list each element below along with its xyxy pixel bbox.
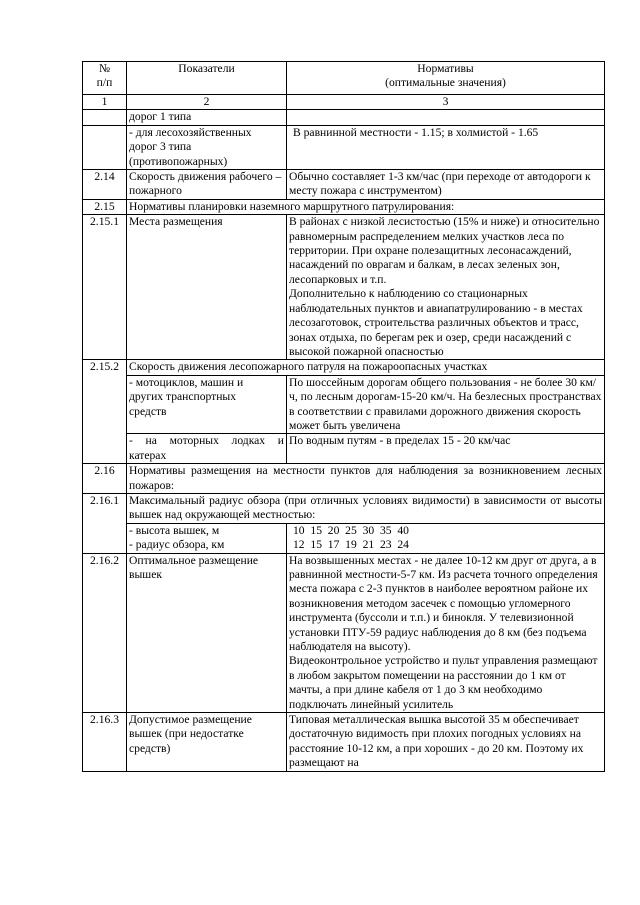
row-value-paragraph: Дополнительно к наблюдению со стационарных наблюдательных пунктов и авиапатрулированию - в местах лесозаготовок, строительства различных объектов и трасс, зонах отдыха, по берегам рек и озер, среди насаждений с высокой пожарной опасностью (289, 287, 583, 358)
row-value: Обычно составляет 1-3 км/час (при переходе от автодороги к месту пожара с инструментом) (287, 170, 605, 200)
row-value: По водным путям - в пределах 15 - 20 км/час (287, 434, 605, 464)
row-value: В равнинной местности - 1.15; в холмистой - 1.65 (287, 125, 605, 169)
header-number-symbol: № (98, 62, 111, 75)
table-row (83, 523, 605, 553)
row-label: - для лесохозяйственных дорог 3 типа (противопожарных) (127, 125, 287, 169)
row-number: 2.16 (83, 464, 127, 494)
section-title: Нормативы размещения на местности пунктов для наблюдения за возникновением лесных пожаров: (127, 464, 605, 494)
column-number-1: 1 (83, 95, 127, 110)
table-row (83, 713, 605, 772)
row-number: 2.15 (83, 199, 127, 214)
row-value (287, 553, 605, 712)
column-number-2: 2 (127, 95, 287, 110)
row-value (287, 523, 605, 553)
header-norms-title: Нормативы (417, 62, 474, 75)
table-row (83, 375, 605, 434)
table-row (83, 464, 605, 494)
header-indicators: Показатели (127, 62, 287, 95)
row-value-paragraph: Видеоконтрольное устройство и пульт управления размещают в любом закрытом помещении на расстоянии до 1 км от мачты, а при длине кабеля от 1 до 3 км необходимо подключать линейный усилитель (289, 654, 598, 711)
header-norms-subtitle: (оптимальные значения) (385, 76, 506, 90)
table-row (83, 434, 605, 464)
column-number-row (83, 95, 605, 110)
row-label: - на моторных лодках и катерах (127, 434, 287, 464)
tower-height-label: - высота вышек, м (129, 523, 220, 537)
table-row (83, 170, 605, 200)
norms-table (82, 61, 605, 772)
row-value-paragraph: В районах с низкой лесистостью (15% и ниже) и относительно равномерным распределением мелких участков леса по территории. При охране полезащитных лесонасаждений, насаждений по оврагам и балкам, в лесах зеленых зон, лесопарковых и т.п. (289, 215, 600, 286)
row-number (83, 125, 127, 169)
row-number: 2.15.2 (83, 360, 127, 464)
view-radius-values: 12 15 17 19 21 23 24 (293, 538, 409, 552)
section-title: Нормативы планировки наземного маршрутного патрулирования: (127, 199, 605, 214)
tower-height-values: 10 15 20 25 30 35 40 (293, 523, 409, 537)
row-value (287, 215, 605, 360)
row-number: 2.16.1 (83, 493, 127, 553)
section-title: Максимальный радиус обзора (при отличных условиях видимости) в зависимости от высоты вышек над окружающей местностью: (127, 493, 605, 523)
row-number: 2.16.2 (83, 553, 127, 712)
column-number-3: 3 (287, 95, 605, 110)
header-number (83, 62, 127, 95)
table-row (83, 360, 605, 375)
table-row (83, 110, 605, 125)
row-number: 2.16.3 (83, 713, 127, 772)
row-value-paragraph: На возвышенных местах - не далее 10-12 км друг от друга, а в равнинной местности-5-7 км. Из расчета точного определения места пожара с 2-3 пунктов в наиболее вероятном районе их возникновения методом засечек с помощью угломерного инструмента (буссоли и т.п.) и бинокля. У телевизионной установки ПТУ-59 радиус наблюдения до 8 км (без подъема наблюдателя на высоту). (289, 553, 598, 654)
row-label: дорог 1 типа (127, 110, 287, 125)
row-value: По шоссейным дорогам общего пользования - не более 30 км/ч, по лесным дорогам-15-20 км/ч. На безлесных пространствах в соответствии с правилами дорожного движения скорость может быть увеличена (287, 375, 605, 434)
table-row (83, 199, 605, 214)
table-row (83, 125, 605, 169)
row-number: 2.14 (83, 170, 127, 200)
header-norms (287, 62, 605, 95)
section-title: Скорость движения лесопожарного патруля на пожароопасных участках (127, 360, 605, 375)
row-label: Оптимальное размещение вышек (127, 553, 287, 712)
row-label: - мотоциклов, машин и других транспортных средств (127, 375, 287, 434)
table-row (83, 215, 605, 360)
row-number: 2.15.1 (83, 215, 127, 360)
table-row (83, 493, 605, 523)
header-number-abbr: п/п (96, 76, 113, 90)
document-page (82, 61, 604, 772)
row-label: Скорость движения рабочего – пожарного (127, 170, 287, 200)
row-label: Места размещения (127, 215, 287, 360)
table-header-row (83, 62, 605, 95)
table-row (83, 553, 605, 712)
row-label: Допустимое размещение вышек (при недостатке средств) (127, 713, 287, 772)
row-value (287, 110, 605, 125)
view-radius-label: - радиус обзора, км (129, 538, 225, 552)
row-number (83, 110, 127, 125)
row-label (127, 523, 287, 553)
row-value: Типовая металлическая вышка высотой 35 м обеспечивает достаточную видимость при плохих погодных условиях на расстояние 10-12 км, а при хороших - до 20 км. Поэтому их размещают на (287, 713, 605, 772)
